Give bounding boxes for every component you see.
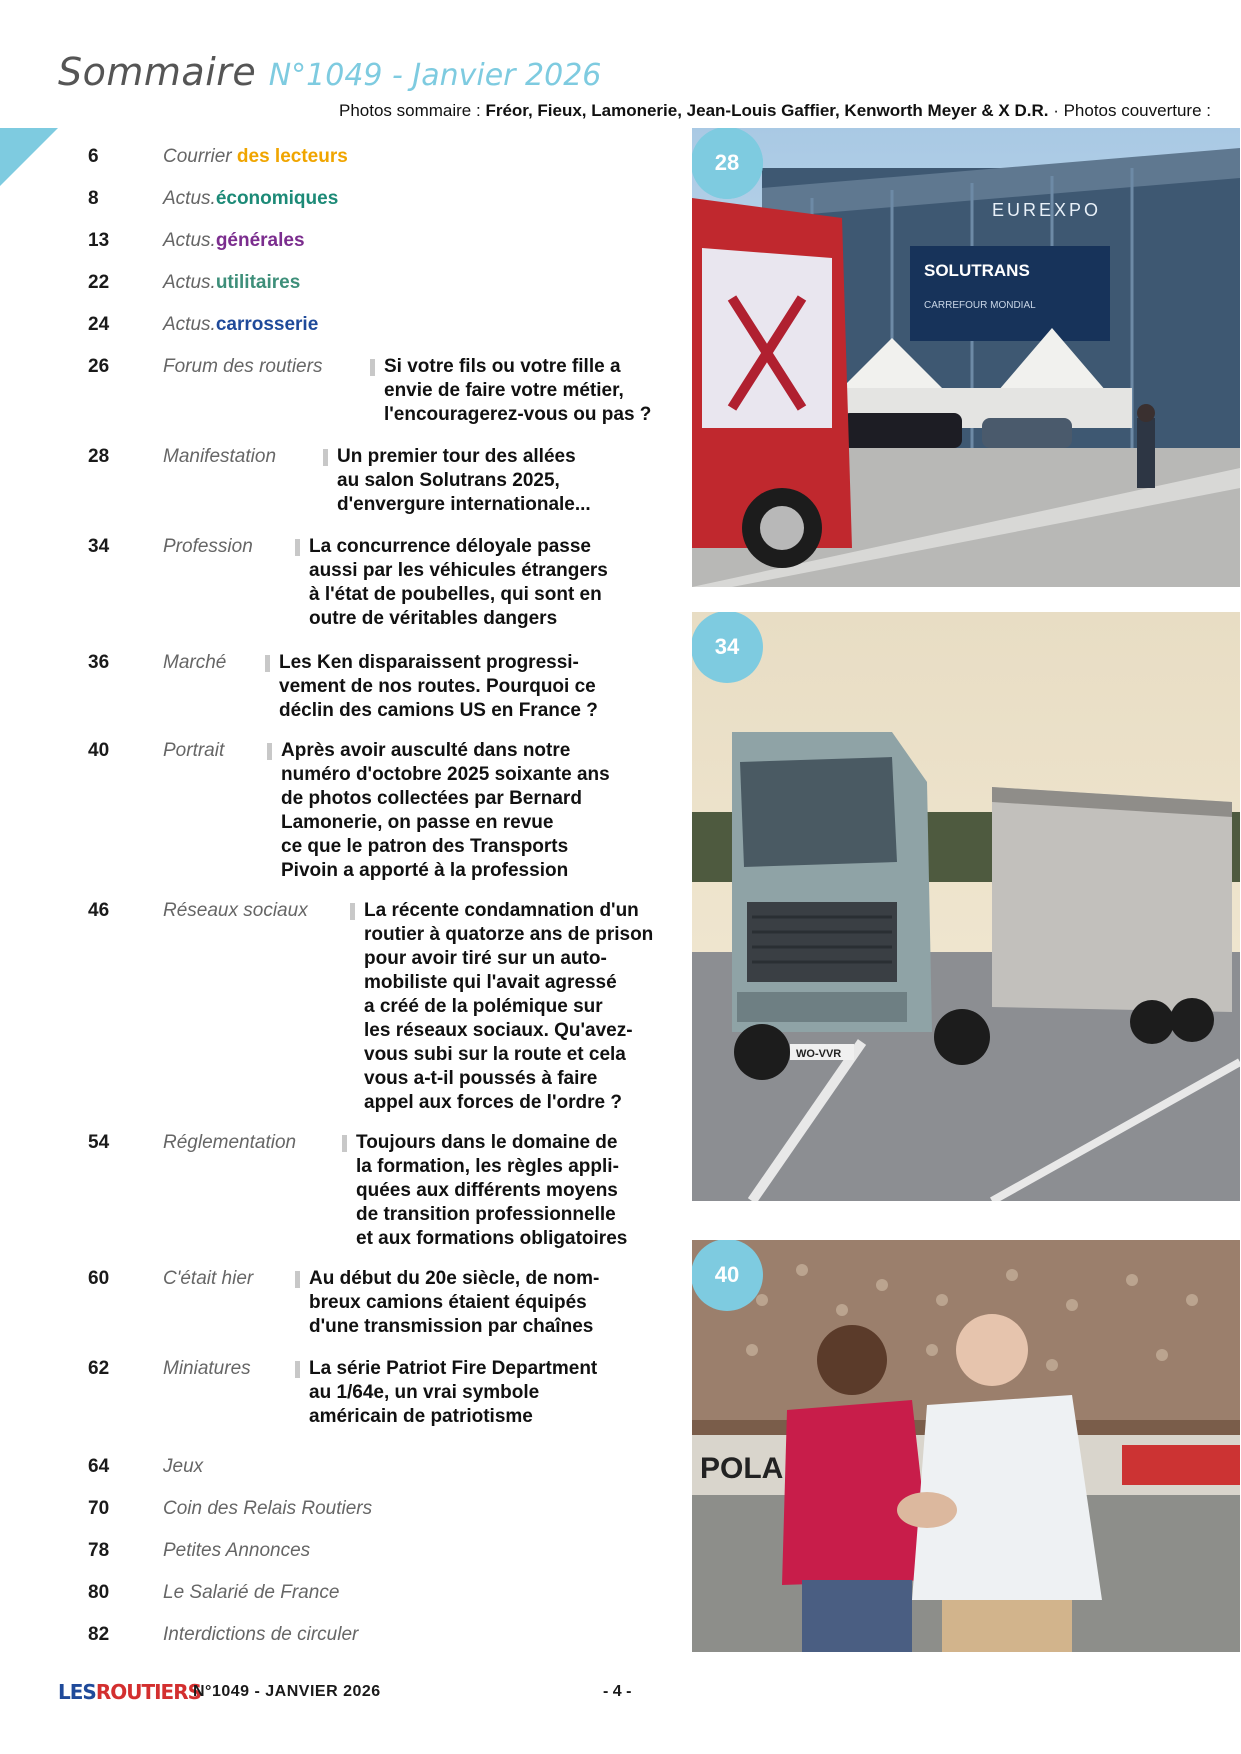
toc-page-number: 6	[88, 146, 99, 167]
toc-page-number: 62	[88, 1358, 110, 1379]
volvo-truck-image	[692, 612, 1240, 1201]
magazine-logo	[58, 1680, 201, 1704]
toc-section-label: Courrier	[163, 146, 232, 167]
toc-section-label: Forum des routiers	[163, 356, 323, 377]
toc-description-line: de transition professionnelle	[356, 1204, 616, 1225]
toc-description-line: La concurrence déloyale passe	[309, 536, 591, 557]
credits-names: Fréor, Fieux, Lamonerie, Jean-Louis Gaffier, Kenworth Meyer & X D.R.	[485, 101, 1049, 120]
photo-solutrans	[692, 128, 1240, 587]
toc-page-number: 70	[88, 1498, 110, 1519]
toc-page-number: 64	[88, 1456, 110, 1477]
toc-description-line: mobiliste qui l'avait agressé	[364, 972, 617, 993]
toc-page-number: 28	[88, 446, 110, 467]
sign-solutrans: SOLUTRANS	[924, 261, 1030, 280]
toc-section	[163, 536, 253, 558]
toc-description-line: Après avoir ausculté dans notre	[281, 740, 571, 761]
photo-handshake	[692, 1240, 1240, 1652]
solutrans-image	[692, 128, 1240, 587]
page-title: Sommaire	[58, 50, 257, 94]
toc-page-number: 13	[88, 230, 110, 251]
toc-page-number: 60	[88, 1268, 110, 1289]
toc-section-label: Profession	[163, 536, 253, 557]
toc-section	[163, 1358, 251, 1380]
photo-volvo-truck	[692, 612, 1240, 1201]
toc-page-number: 34	[88, 536, 110, 557]
page-header	[58, 50, 601, 94]
sign-carrefour: CARREFOUR MONDIAL	[924, 300, 1036, 311]
toc-description-line: envie de faire votre métier,	[384, 380, 624, 401]
toc-section-accent: utilitaires	[215, 272, 301, 293]
toc-page-number: 80	[88, 1582, 110, 1603]
toc-description-line: déclin des camions US en France ?	[279, 700, 598, 721]
page-footer	[58, 1680, 1198, 1710]
toc-description-line: outre de véritables dangers	[309, 608, 558, 629]
toc-section-label: Actus.	[163, 314, 216, 335]
toc-description-line: Au début du 20e siècle, de nom-	[309, 1268, 600, 1289]
toc-section-label: Interdictions de circuler	[163, 1624, 359, 1645]
credits-label: Photos sommaire :	[338, 101, 486, 120]
toc-description-line: au 1/64e, un vrai symbole	[309, 1382, 540, 1403]
toc-section-label: Jeux	[163, 1456, 204, 1477]
toc-description-line: ce que le patron des Transports	[281, 836, 569, 857]
toc-description	[342, 1131, 627, 1251]
photo-credits	[339, 101, 1211, 121]
toc-page-number: 36	[88, 652, 110, 673]
toc-description-line: pour avoir tiré sur un auto-	[364, 948, 607, 969]
toc-section-label: Actus.	[163, 188, 216, 209]
toc-section-label: Petites Annonces	[163, 1540, 311, 1561]
toc-section	[163, 356, 322, 378]
toc-description-line: Les Ken disparaissent progressi-	[279, 652, 579, 673]
toc-description	[265, 651, 598, 723]
toc-description-line: les réseaux sociaux. Qu'avez-	[364, 1020, 633, 1041]
toc-section-label: Actus.	[163, 272, 216, 293]
toc-description	[295, 1357, 597, 1429]
toc-section-accent: des lecteurs	[231, 146, 348, 167]
toc-page-number: 82	[88, 1624, 110, 1645]
toc-section-accent: générales	[215, 230, 305, 251]
page-number: - 4 -	[603, 1683, 632, 1700]
toc-section	[163, 230, 305, 252]
issue-number: N°1049 - Janvier 2026	[268, 58, 602, 93]
toc-description-line: Toujours dans le domaine de	[356, 1132, 618, 1153]
toc-section-accent: économiques	[215, 188, 339, 209]
toc-description	[323, 445, 591, 517]
toc-description-line: La récente condamnation d'un	[364, 900, 639, 921]
toc-description-line: d'envergure internationale...	[337, 494, 591, 515]
toc-description-line: Lamonerie, on passe en revue	[281, 812, 554, 833]
credits-separator: ·	[1048, 101, 1064, 120]
toc-description	[295, 535, 608, 631]
toc-section	[163, 1498, 372, 1520]
toc-description-line: la formation, les règles appli-	[356, 1156, 619, 1177]
toc-description-line: à l'état de poubelles, qui sont en	[309, 584, 602, 605]
toc-section-label: Marché	[163, 652, 227, 673]
cover-credits-label: Photos couverture :	[1063, 101, 1211, 120]
toc-section	[163, 446, 276, 468]
toc-section	[163, 900, 308, 922]
toc-section	[163, 1540, 310, 1562]
toc-section	[163, 1268, 253, 1290]
sign-eurexpo: EUREXPO	[992, 200, 1102, 220]
handshake-image	[692, 1240, 1240, 1652]
toc-section-label: Le Salarié de France	[163, 1582, 340, 1603]
toc-page-number: 22	[88, 272, 110, 293]
toc-section	[163, 1132, 296, 1154]
toc-description-line: vous subi sur la route et cela	[364, 1044, 626, 1065]
toc-section-label: Réglementation	[163, 1132, 297, 1153]
toc-section	[163, 146, 348, 168]
toc-description-line: vous a-t-il poussés à faire	[364, 1068, 598, 1089]
license-plate: WO-VVR	[796, 1048, 842, 1060]
toc-section	[163, 272, 300, 294]
toc-section	[163, 740, 224, 762]
toc-section	[163, 188, 338, 210]
page-badge-40: 40	[692, 1240, 763, 1311]
toc-section	[163, 1582, 339, 1604]
toc-description-line: a créé de la polémique sur	[364, 996, 603, 1017]
toc-section-label: Réseaux sociaux	[163, 900, 308, 921]
toc-description	[295, 1267, 599, 1339]
toc-description-line: appel aux forces de l'ordre ?	[364, 1092, 622, 1113]
toc-description-line: breux camions étaient équipés	[309, 1292, 587, 1313]
toc-description-line: Pivoin a apporté à la profession	[281, 860, 569, 881]
toc-description-line: au salon Solutrans 2025,	[337, 470, 560, 491]
toc-page-number: 26	[88, 356, 110, 377]
footer-issue: N°1049 - JANVIER 2026	[193, 1683, 381, 1700]
toc-description-line: d'une transmission par chaînes	[309, 1316, 594, 1337]
toc-description-line: américain de patriotisme	[309, 1406, 533, 1427]
toc-description-line: de photos collectées par Bernard	[281, 788, 582, 809]
toc-section	[163, 314, 318, 336]
corner-triangle	[0, 128, 58, 186]
toc-description	[267, 739, 610, 883]
toc-description-line: Si votre fils ou votre fille a	[384, 356, 621, 377]
toc-page-number: 78	[88, 1540, 110, 1561]
toc-description-line: numéro d'octobre 2025 soixante ans	[281, 764, 610, 785]
page-badge-34: 34	[692, 612, 763, 683]
toc-description-line: l'encouragerez-vous ou pas ?	[384, 404, 652, 425]
toc-description-line: quées aux différents moyens	[356, 1180, 618, 1201]
toc-page-number: 8	[88, 188, 99, 209]
toc-page-number: 54	[88, 1132, 110, 1153]
toc-description	[370, 355, 651, 427]
toc-section-label: Portrait	[163, 740, 225, 761]
toc-description-line: et aux formations obligatoires	[356, 1228, 628, 1249]
toc-section	[163, 1624, 358, 1646]
toc-description	[350, 899, 653, 1115]
toc-section-label: Actus.	[163, 230, 216, 251]
toc-section	[163, 1456, 203, 1478]
toc-section-accent: carrosserie	[215, 314, 319, 335]
toc-section-label: Miniatures	[163, 1358, 251, 1379]
toc-page-number: 40	[88, 740, 110, 761]
toc-description-line: vement de nos routes. Pourquoi ce	[279, 676, 596, 697]
toc-section	[163, 652, 226, 674]
toc-description-line: routier à quatorze ans de prison	[364, 924, 654, 945]
logo-part-b: ROUTIERS	[95, 1680, 202, 1704]
logo-part-a: LES	[58, 1680, 96, 1704]
toc-description-line: aussi par les véhicules étrangers	[309, 560, 608, 581]
toc-description-line: La série Patriot Fire Department	[309, 1358, 598, 1379]
page-badge-28: 28	[692, 128, 763, 199]
toc-page-number: 46	[88, 900, 110, 921]
toc-section-label: Manifestation	[163, 446, 277, 467]
toc-section-label: C'était hier	[163, 1268, 254, 1289]
trackside-banner: POLA	[700, 1452, 784, 1485]
toc-section-label: Coin des Relais Routiers	[163, 1498, 373, 1519]
toc-page-number: 24	[88, 314, 110, 335]
toc-description-line: Un premier tour des allées	[337, 446, 576, 467]
